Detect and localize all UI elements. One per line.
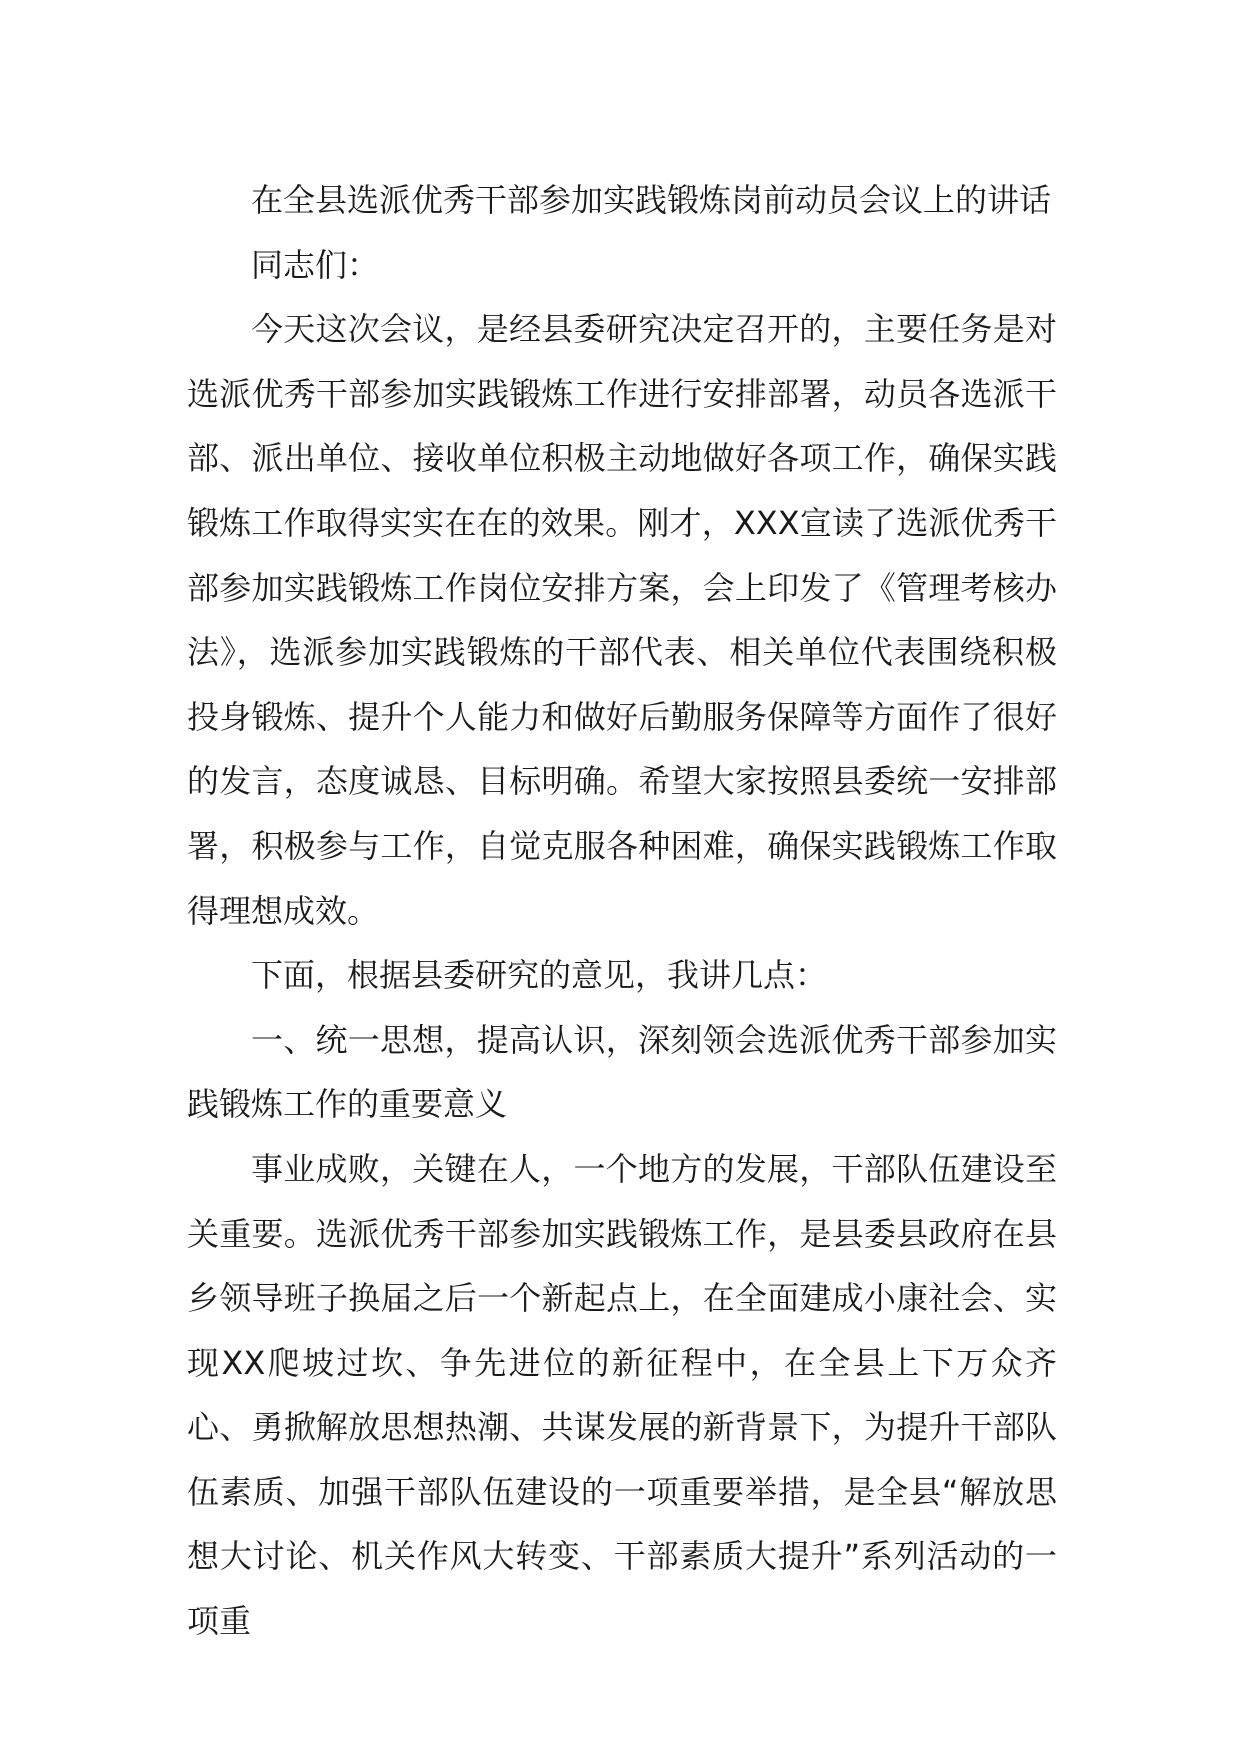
paragraph-transition: 下面，根据县委研究的意见，我讲几点： [251,956,828,995]
section-heading-1: 一、统一思想，提高认识，深刻领会选派优秀干部参加实践锻炼工作的重要意义 [187,1020,1057,1124]
paragraph-section-1: 事业成败，关键在人，一个地方的发展，干部队伍建设至关重要。选派优秀干部参加实践锻炼工作，是县委县政府在县乡领导班子换届之后一个新起点上，在全面建成小康社会、实现XX爬坡过坎、争先进位的新征程中，在全县上下万众齐心、勇掀解放思想热潮、共谋发展的新背景下，为提升干部队伍素质、加强干部队伍建设的一项重要举措，是全县“解放思想大讨论、机关作风大转变、干部素质大提升”系列活动的一项重 [187,1149,1057,1641]
document-title: 在全县选派优秀干部参加实践锻炼岗前动员会议上的讲话 [251,181,1052,219]
paragraph-opening: 今天这次会议，是经县委研究决定召开的，主要任务是对选派优秀干部参加实践锻炼工作进行安排部署，动员各选派干部、派出单位、接收单位积极主动地做好各项工作，确保实践锻炼工作取得实实在在的效果。刚才，XXX宣读了选派优秀干部参加实践锻炼工作岗位安排方案，会上印发了《管理考核办法》，选派参加实践锻炼的干部代表、相关单位代表围绕积极投身锻炼、提升个人能力和做好后勤服务保障等方面作了很好的发言，态度诚恳、目标明确。希望大家按照县委统一安排部署，积极参与工作，自觉克服各种困难，确保实践锻炼工作取得理想成效。 [187,310,1057,930]
document-body [187,168,1057,1654]
salutation: 同志们： [251,245,380,284]
